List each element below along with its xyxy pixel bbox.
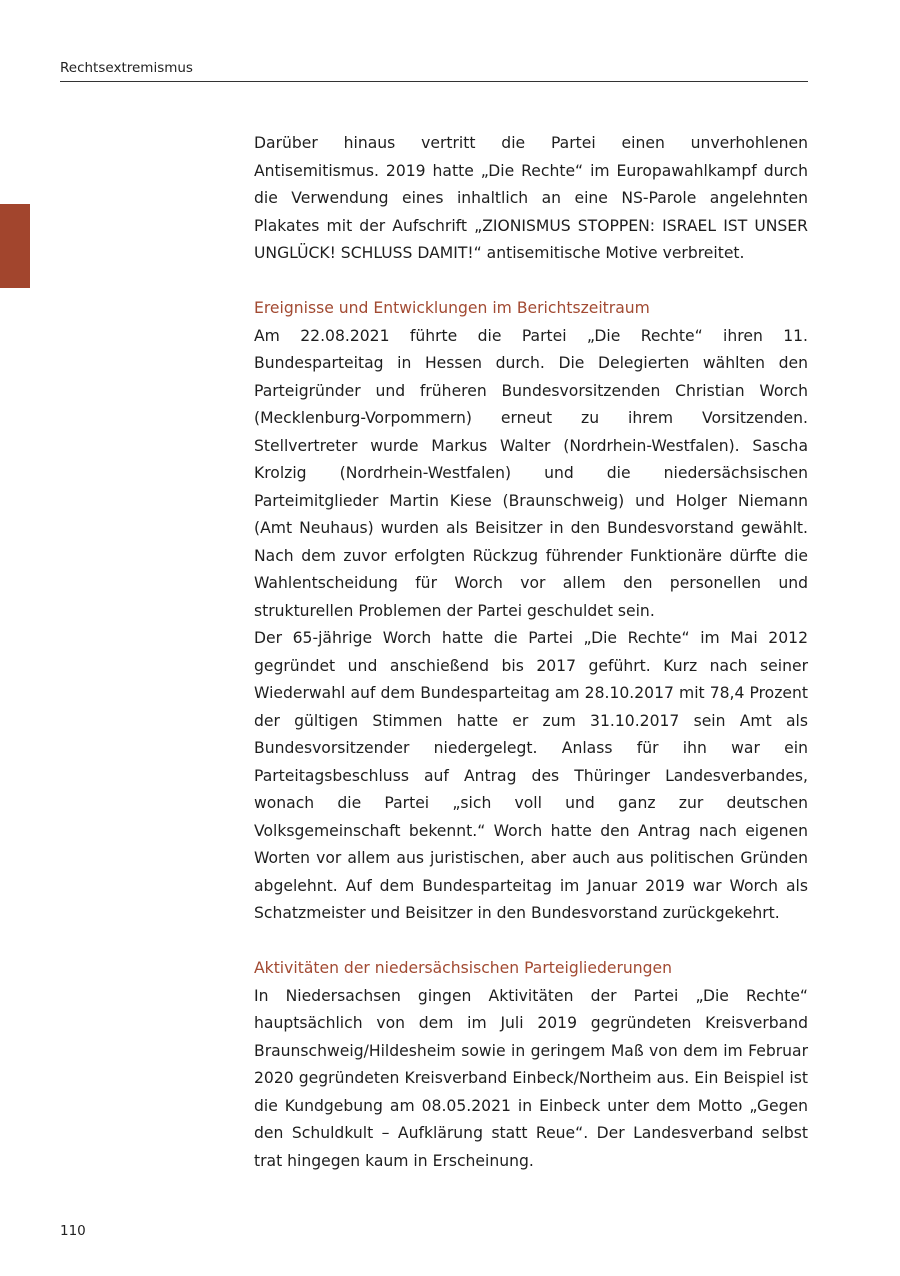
page-number: 110: [60, 1223, 86, 1239]
chapter-side-tab: [0, 204, 30, 288]
running-header-title: Rechtsextremismus: [60, 60, 193, 76]
body-text-column: [254, 130, 808, 1175]
section-heading-events: Ereignisse und Entwicklungen im Berichtszeitraum: [254, 299, 650, 317]
activities-paragraph-1: In Niedersachsen gingen Aktivitäten der Partei „Die Rechte“ hauptsächlich von dem im Juli 2019 gegründeten Kreisverband Braunschweig/Hildesheim sowie in geringem Maß von dem im Februar 2020 gegründeten Kreisverband Einbeck/Northeim aus. Ein Beispiel ist die Kundgebung am 08.05.2021 in Einbeck unter dem Motto „Gegen den Schuldkult – Aufklärung statt Reue“. Der Landesverband selbst trat hingegen kaum in Erscheinung.: [254, 986, 808, 1170]
events-paragraph-1: Am 22.08.2021 führte die Partei „Die Rechte“ ihren 11. Bundesparteitag in Hessen durch. Die Delegierten wählten den Parteigründer und früheren Bundesvorsitzenden Christian Worch (Mecklenburg-Vorpommern) erneut zu ihrem Vorsitzenden. Stellvertreter wurde Markus Walter (Nordrhein-Westfalen). Sascha Krolzig (Nordrhein-Westfalen) und die niedersächsischen Parteimitglieder Martin Kiese (Braunschweig) und Holger Niemann (Amt Neuhaus) wurden als Beisitzer in den Bundesvorstand gewählt. Nach dem zuvor erfolgten Rückzug führender Funktionäre dürfte die Wahlentscheidung für Worch vor allem den personellen und strukturellen Problemen der Partei geschuldet sein.: [254, 326, 808, 620]
section-heading-activities: Aktivitäten der niedersächsischen Parteigliederungen: [254, 959, 673, 977]
intro-paragraph: Darüber hinaus vertritt die Partei einen unverhohlenen Antisemitismus. 2019 hatte „Die Rechte“ im Europawahlkampf durch die Verwendung eines inhaltlich an eine NS-Parole angelehnten Plakates mit der Aufschrift „ZIONISMUS STOPPEN: ISRAEL IST UNSER UNGLÜCK! SCHLUSS DAMIT!“ antisemitische Motive verbreitet.: [254, 134, 808, 262]
running-header: [60, 58, 808, 82]
paragraph-spacer: [254, 928, 808, 956]
paragraph-spacer: [254, 268, 808, 296]
events-paragraph-2: Der 65-jährige Worch hatte die Partei „Die Rechte“ im Mai 2012 gegründet und anschießend bis 2017 geführt. Kurz nach seiner Wiederwahl auf dem Bundesparteitag am 28.10.2017 mit 78,4 Prozent der gültigen Stimmen hatte er zum 31.10.2017 sein Amt als Bundesvorsitzender niedergelegt. Anlass für ihn war ein Parteitagsbeschluss auf Antrag des Thüringer Landesverbandes, wonach die Partei „sich voll und ganz zur deutschen Volksgemeinschaft bekennt.“ Worch hatte den Antrag nach eigenen Worten vor allem aus juristischen, aber auch aus politischen Gründen abgelehnt. Auf dem Bundesparteitag im Januar 2019 war Worch als Schatzmeister und Beisitzer in den Bundesvorstand zurückgekehrt.: [254, 629, 808, 922]
